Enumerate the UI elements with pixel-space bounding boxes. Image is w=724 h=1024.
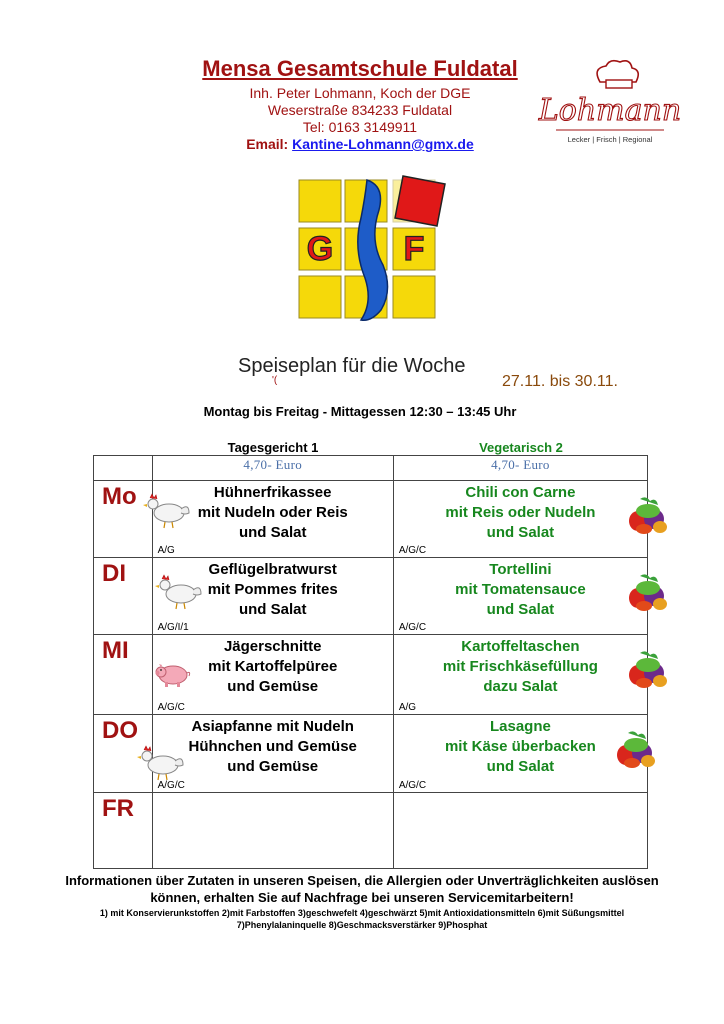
letter-g: G [306, 230, 334, 268]
day-label: DO [102, 717, 138, 744]
school-logo [297, 178, 442, 323]
mensa-title: Mensa Gesamtschule Fuldatal [202, 56, 518, 81]
letter-f: F [403, 230, 425, 268]
table-row [94, 558, 648, 635]
table-row [94, 793, 648, 869]
price-menu1: 4,70- Euro [243, 457, 303, 472]
allergen-code: A/G/C [157, 780, 185, 791]
pig-icon [155, 659, 191, 694]
plan-title: Speiseplan für die Woche [238, 355, 466, 377]
plan-dates: 27.11. bis 30.11. [502, 373, 618, 390]
logo-wordmark: Lohmann [538, 93, 682, 128]
email-line [150, 136, 570, 153]
dish-menu2: Tortellini mit Tomatensauce und Salat [455, 561, 586, 618]
chicken-icon [153, 572, 203, 615]
allergen-code: A/G [157, 545, 175, 556]
email-label: Email: [246, 136, 289, 152]
address-line: Weserstraße 834233 Fuldatal [267, 102, 453, 118]
email-link[interactable]: Kantine-Lohmann@gmx.de [292, 136, 474, 152]
vegetables-icon [626, 649, 670, 700]
column-header-menu2: Vegetarisch 2 [479, 440, 563, 455]
stray-mark: '( [272, 375, 278, 386]
additives-legend: 1) mit Konservierunkstoffen 2)mit Farbstoffen 3)geschwefelt 4)geschwärzt 5)mit Antioxidationsmitteln 6)mit Süßungsmittel 7)Phenylalaninquelle 8)Geschmacksverstärker 9)Phosphat [99, 908, 625, 930]
owner-line: Inh. Peter Lohmann, Koch der DGE [249, 85, 471, 101]
allergen-code: A/G/I/1 [157, 622, 189, 633]
dish-menu1: Hühnerfrikassee mit Nudeln oder Reis und Salat [197, 484, 348, 541]
dish-menu1: Geflügelbratwurst mit Pommes frites und Salat [207, 561, 338, 618]
column-header-menu1: Tagesgericht 1 [227, 440, 319, 455]
vegetables-icon [626, 572, 670, 623]
table-row [94, 715, 648, 793]
day-label: DI [102, 560, 126, 587]
day-label: FR [102, 795, 134, 822]
vegetables-icon [626, 495, 670, 546]
dish-menu1: Jägerschnitte mit Kartoffelpüree und Gemüse [208, 638, 338, 695]
day-label: Mo [102, 483, 137, 510]
dish-menu2: Kartoffeltaschen mit Frischkäsefüllung dazu Salat [442, 638, 598, 695]
phone-line: Tel: 0163 3149911 [302, 119, 418, 135]
lunch-hours: Montag bis Freitag - Mittagessen 12:30 – 13:45 Uhr [203, 404, 517, 419]
chicken-icon [141, 491, 191, 534]
dish-menu2: Chili con Carne mit Reis oder Nudeln und Salat [445, 484, 596, 541]
table-row [94, 481, 648, 558]
table-row [94, 635, 648, 715]
allergen-code: A/G/C [398, 780, 427, 791]
logo-tagline: Lecker | Frisch | Regional [567, 135, 653, 144]
menu-table [93, 455, 648, 869]
lohmann-logo [538, 60, 682, 150]
price-row [94, 456, 648, 481]
allergen-code: A/G/C [157, 702, 185, 713]
vegetables-icon [614, 729, 658, 780]
dish-menu2: Lasagne mit Käse überbacken und Salat [444, 718, 596, 775]
allergen-code: A/G [398, 702, 417, 713]
allergen-code: A/G/C [398, 545, 427, 556]
dish-menu1: Asiapfanne mit Nudeln Hühnchen und Gemüse und Gemüse [188, 718, 357, 775]
allergy-info: Informationen über Zutaten in unseren Speisen, die Allergien oder Unverträglichkeiten auslösen können, erhalten Sie auf Nachfrage bei unseren Servicemitarbeitern! [65, 873, 659, 905]
day-label: MI [102, 637, 129, 664]
allergen-code: A/G/C [398, 622, 427, 633]
price-menu2: 4,70- Euro [491, 457, 550, 472]
chicken-icon [135, 743, 185, 786]
